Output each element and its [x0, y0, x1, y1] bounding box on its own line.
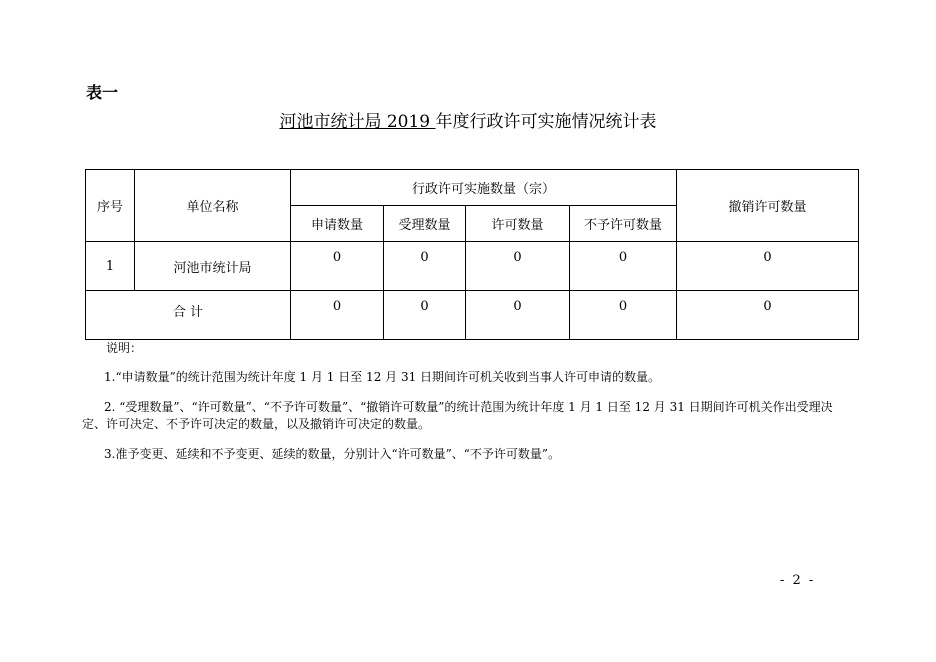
header-seq: 序号 — [86, 170, 135, 242]
cell-deny-count: 0 — [570, 242, 677, 291]
header-apply-count: 申请数量 — [291, 206, 384, 242]
table-row — [86, 242, 859, 291]
title-underlined-part: 河池市统计局 2019 — [279, 112, 436, 132]
statistics-table — [85, 169, 859, 340]
cell-seq: 1 — [86, 242, 135, 291]
cell-revoke-count: 0 — [677, 242, 859, 291]
header-accept-count: 受理数量 — [384, 206, 466, 242]
cell-permit-count: 0 — [466, 242, 570, 291]
total-label: 合 计 — [86, 291, 291, 340]
header-implementation-group: 行政许可实施数量（宗） — [291, 170, 677, 206]
notes-section — [82, 340, 838, 476]
cell-accept-count: 0 — [384, 242, 466, 291]
note-item-3: 3.准予变更、延续和不予变更、延续的数量，分别计入“许可数量”、“不予许可数量”。 — [104, 447, 560, 461]
header-unit-name: 单位名称 — [135, 170, 291, 242]
total-deny-count: 0 — [570, 291, 677, 340]
note-item-1: 1.“申请数量”的统计范围为统计年度 1 月 1 日至 12 月 31 日期间许可机关收到当事人许可申请的数量。 — [104, 370, 661, 384]
cell-apply-count: 0 — [291, 242, 384, 291]
table-label: 表一 — [86, 83, 119, 102]
header-permit-count: 许可数量 — [466, 206, 570, 242]
note-item-2: 2. “受理数量”、“许可数量”、“不予许可数量”、“撤销许可数量”的统计范围为统计年度 1 月 1 日至 12 月 31 日期间许可机关作出受理决定、许可决定、不予许可决定的数量，以及撤销许可决定的数量。 — [82, 400, 833, 431]
page-number: - 2 - — [780, 573, 816, 588]
total-accept-count: 0 — [384, 291, 466, 340]
header-revoke-count: 撤销许可数量 — [677, 170, 859, 242]
page-title — [0, 107, 936, 132]
cell-unit-name: 河池市统计局 — [135, 242, 291, 291]
header-deny-count: 不予许可数量 — [570, 206, 677, 242]
total-row — [86, 291, 859, 340]
total-permit-count: 0 — [466, 291, 570, 340]
total-revoke-count: 0 — [677, 291, 859, 340]
total-apply-count: 0 — [291, 291, 384, 340]
notes-label: 说明： — [106, 341, 143, 355]
title-rest-part: 年度行政许可实施情况统计表 — [435, 112, 657, 132]
